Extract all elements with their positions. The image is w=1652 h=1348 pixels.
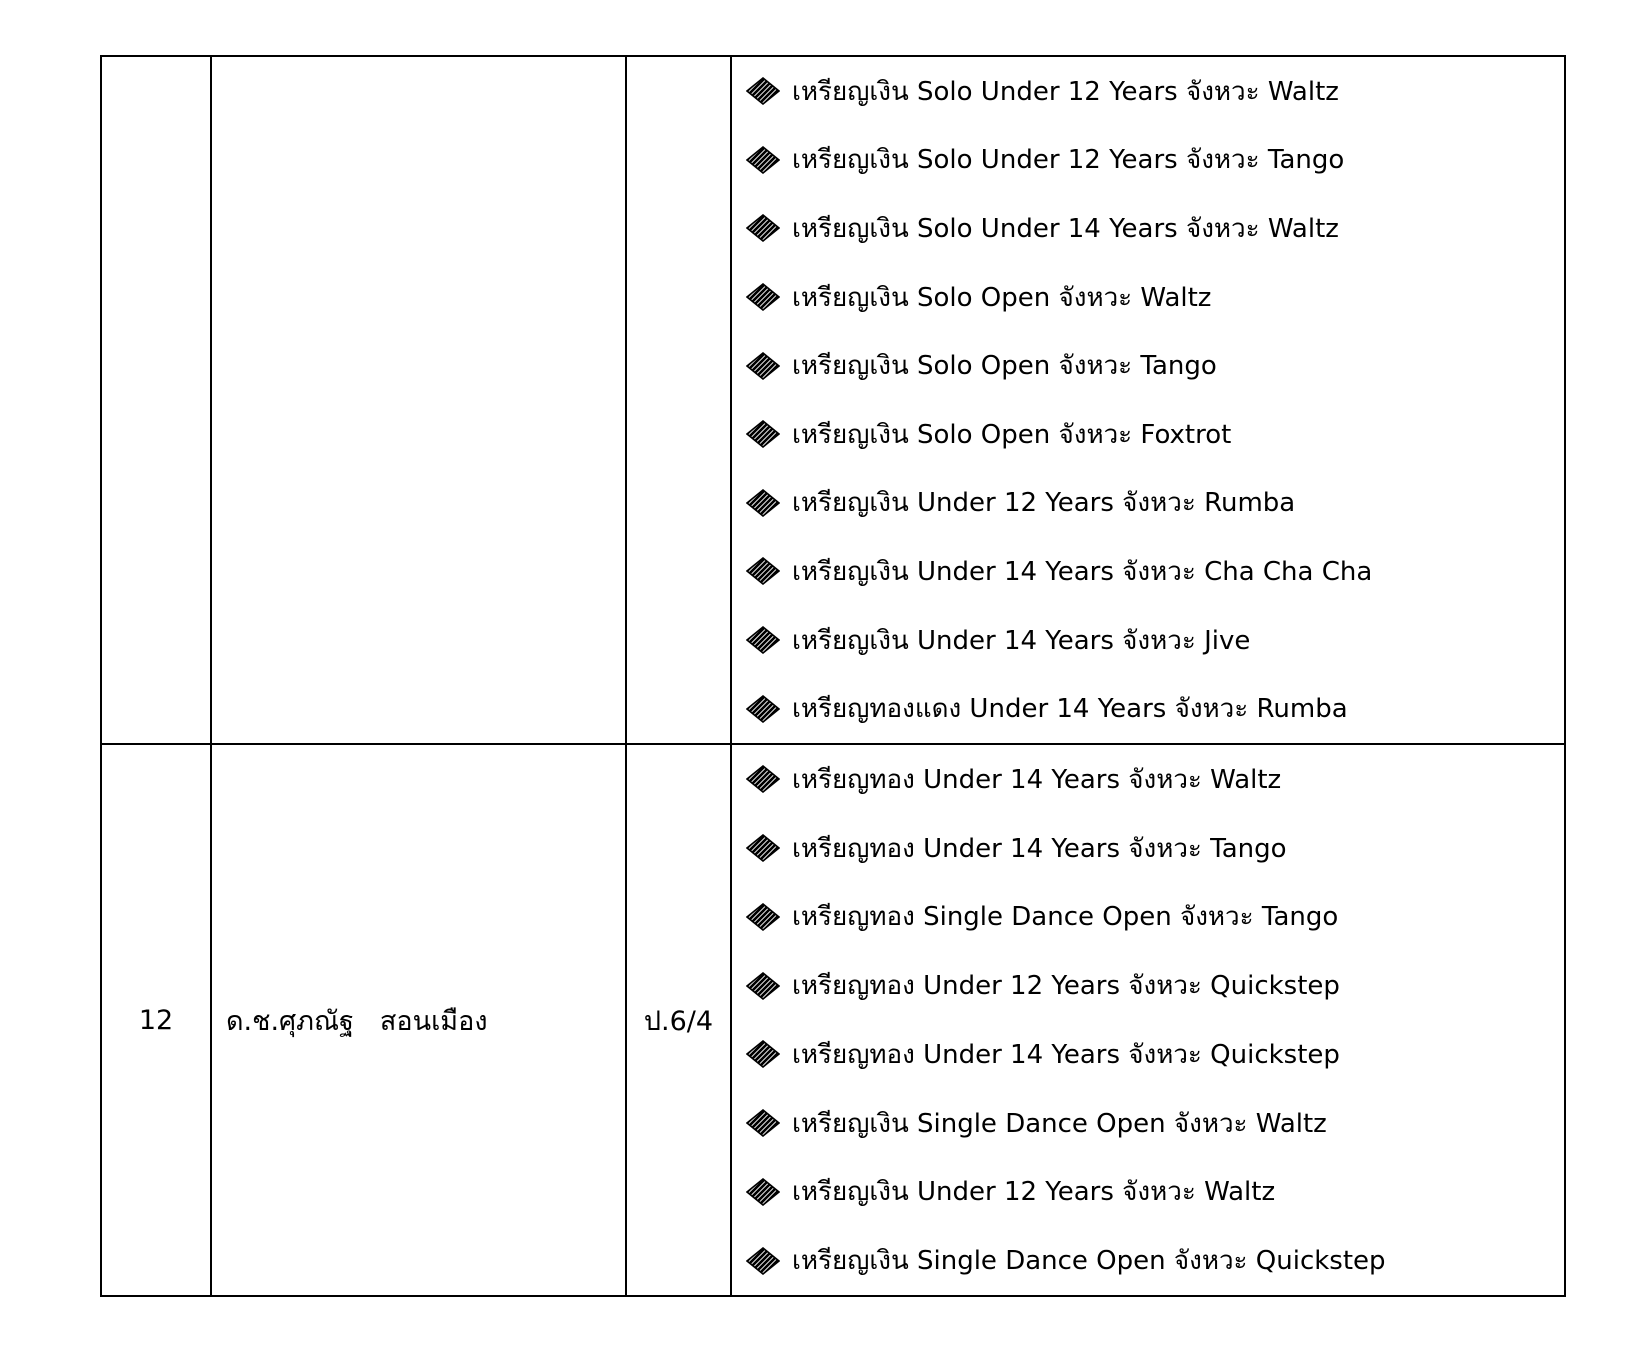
award-text: เหรียญทอง Under 14 Years จังหวะ Waltz bbox=[792, 764, 1282, 795]
award-text: เหรียญเงิน Single Dance Open จังหวะ Waltz bbox=[792, 1108, 1327, 1139]
award-table bbox=[100, 55, 1566, 1297]
hatched-diamond-icon bbox=[746, 557, 780, 585]
hatched-diamond-icon bbox=[746, 695, 780, 723]
award-list-item bbox=[746, 263, 1564, 332]
award-text: เหรียญเงิน Solo Under 12 Years จังหวะ Waltz bbox=[792, 76, 1339, 107]
award-text: เหรียญทอง Under 12 Years จังหวะ Quickstep bbox=[792, 971, 1340, 1002]
row-number-cell: 12 bbox=[101, 744, 211, 1296]
award-list-item bbox=[746, 1226, 1564, 1295]
hatched-diamond-icon bbox=[746, 283, 780, 311]
row-number-cell bbox=[101, 56, 211, 744]
hatched-diamond-icon bbox=[746, 352, 780, 380]
award-list-item bbox=[746, 57, 1564, 126]
award-list-item bbox=[746, 1089, 1564, 1158]
student-given-name: ด.ช.ศุภณัฐ bbox=[226, 1005, 354, 1037]
award-text: เหรียญเงิน Under 12 Years จังหวะ Rumba bbox=[792, 488, 1296, 519]
award-list bbox=[732, 57, 1564, 743]
hatched-diamond-icon bbox=[746, 77, 780, 105]
award-list bbox=[732, 745, 1564, 1295]
student-family-name: สอนเมือง bbox=[379, 1005, 488, 1037]
award-text: เหรียญเงิน Under 12 Years จังหวะ Waltz bbox=[792, 1177, 1276, 1208]
hatched-diamond-icon bbox=[746, 214, 780, 242]
hatched-diamond-icon bbox=[746, 765, 780, 793]
hatched-diamond-icon bbox=[746, 626, 780, 654]
award-list-item bbox=[746, 331, 1564, 400]
award-text: เหรียญเงิน Solo Under 14 Years จังหวะ Waltz bbox=[792, 213, 1339, 244]
award-list-item bbox=[746, 126, 1564, 195]
table-row bbox=[101, 744, 1565, 1296]
hatched-diamond-icon bbox=[746, 972, 780, 1000]
award-text: เหรียญเงิน Solo Open จังหวะ Tango bbox=[792, 351, 1217, 382]
award-list-item bbox=[746, 674, 1564, 743]
awards-cell bbox=[731, 56, 1565, 744]
award-text: เหรียญทอง Under 14 Years จังหวะ Quickstep bbox=[792, 1039, 1340, 1070]
award-list-item bbox=[746, 194, 1564, 263]
award-text: เหรียญเงิน Under 14 Years จังหวะ Jive bbox=[792, 625, 1251, 656]
hatched-diamond-icon bbox=[746, 146, 780, 174]
award-list-item bbox=[746, 814, 1564, 883]
award-text: เหรียญเงิน Solo Open จังหวะ Waltz bbox=[792, 282, 1212, 313]
awards-cell bbox=[731, 744, 1565, 1296]
class-cell bbox=[626, 56, 731, 744]
student-name-cell bbox=[211, 56, 626, 744]
award-text: เหรียญทองแดง Under 14 Years จังหวะ Rumba bbox=[792, 694, 1348, 725]
award-list-item bbox=[746, 1158, 1564, 1227]
hatched-diamond-icon bbox=[746, 903, 780, 931]
hatched-diamond-icon bbox=[746, 489, 780, 517]
class-cell: ป.6/4 bbox=[626, 744, 731, 1296]
award-text: เหรียญทอง Single Dance Open จังหวะ Tango bbox=[792, 902, 1339, 933]
award-text: เหรียญเงิน Under 14 Years จังหวะ Cha Cha Cha bbox=[792, 556, 1373, 587]
hatched-diamond-icon bbox=[746, 1178, 780, 1206]
hatched-diamond-icon bbox=[746, 420, 780, 448]
student-name-cell bbox=[211, 744, 626, 1296]
award-text: เหรียญเงิน Solo Under 12 Years จังหวะ Tango bbox=[792, 145, 1345, 176]
award-list-item bbox=[746, 400, 1564, 469]
table-row bbox=[101, 56, 1565, 744]
award-list-item bbox=[746, 1020, 1564, 1089]
hatched-diamond-icon bbox=[746, 1109, 780, 1137]
award-list-item bbox=[746, 537, 1564, 606]
hatched-diamond-icon bbox=[746, 1040, 780, 1068]
award-list-item bbox=[746, 469, 1564, 538]
hatched-diamond-icon bbox=[746, 1247, 780, 1275]
award-list-item bbox=[746, 883, 1564, 952]
hatched-diamond-icon bbox=[746, 834, 780, 862]
award-table-page bbox=[100, 55, 1564, 1295]
award-list-item bbox=[746, 951, 1564, 1020]
award-list-item bbox=[746, 606, 1564, 675]
award-text: เหรียญเงิน Single Dance Open จังหวะ Quickstep bbox=[792, 1246, 1386, 1277]
award-text: เหรียญทอง Under 14 Years จังหวะ Tango bbox=[792, 833, 1287, 864]
award-list-item bbox=[746, 745, 1564, 814]
award-text: เหรียญเงิน Solo Open จังหวะ Foxtrot bbox=[792, 419, 1232, 450]
